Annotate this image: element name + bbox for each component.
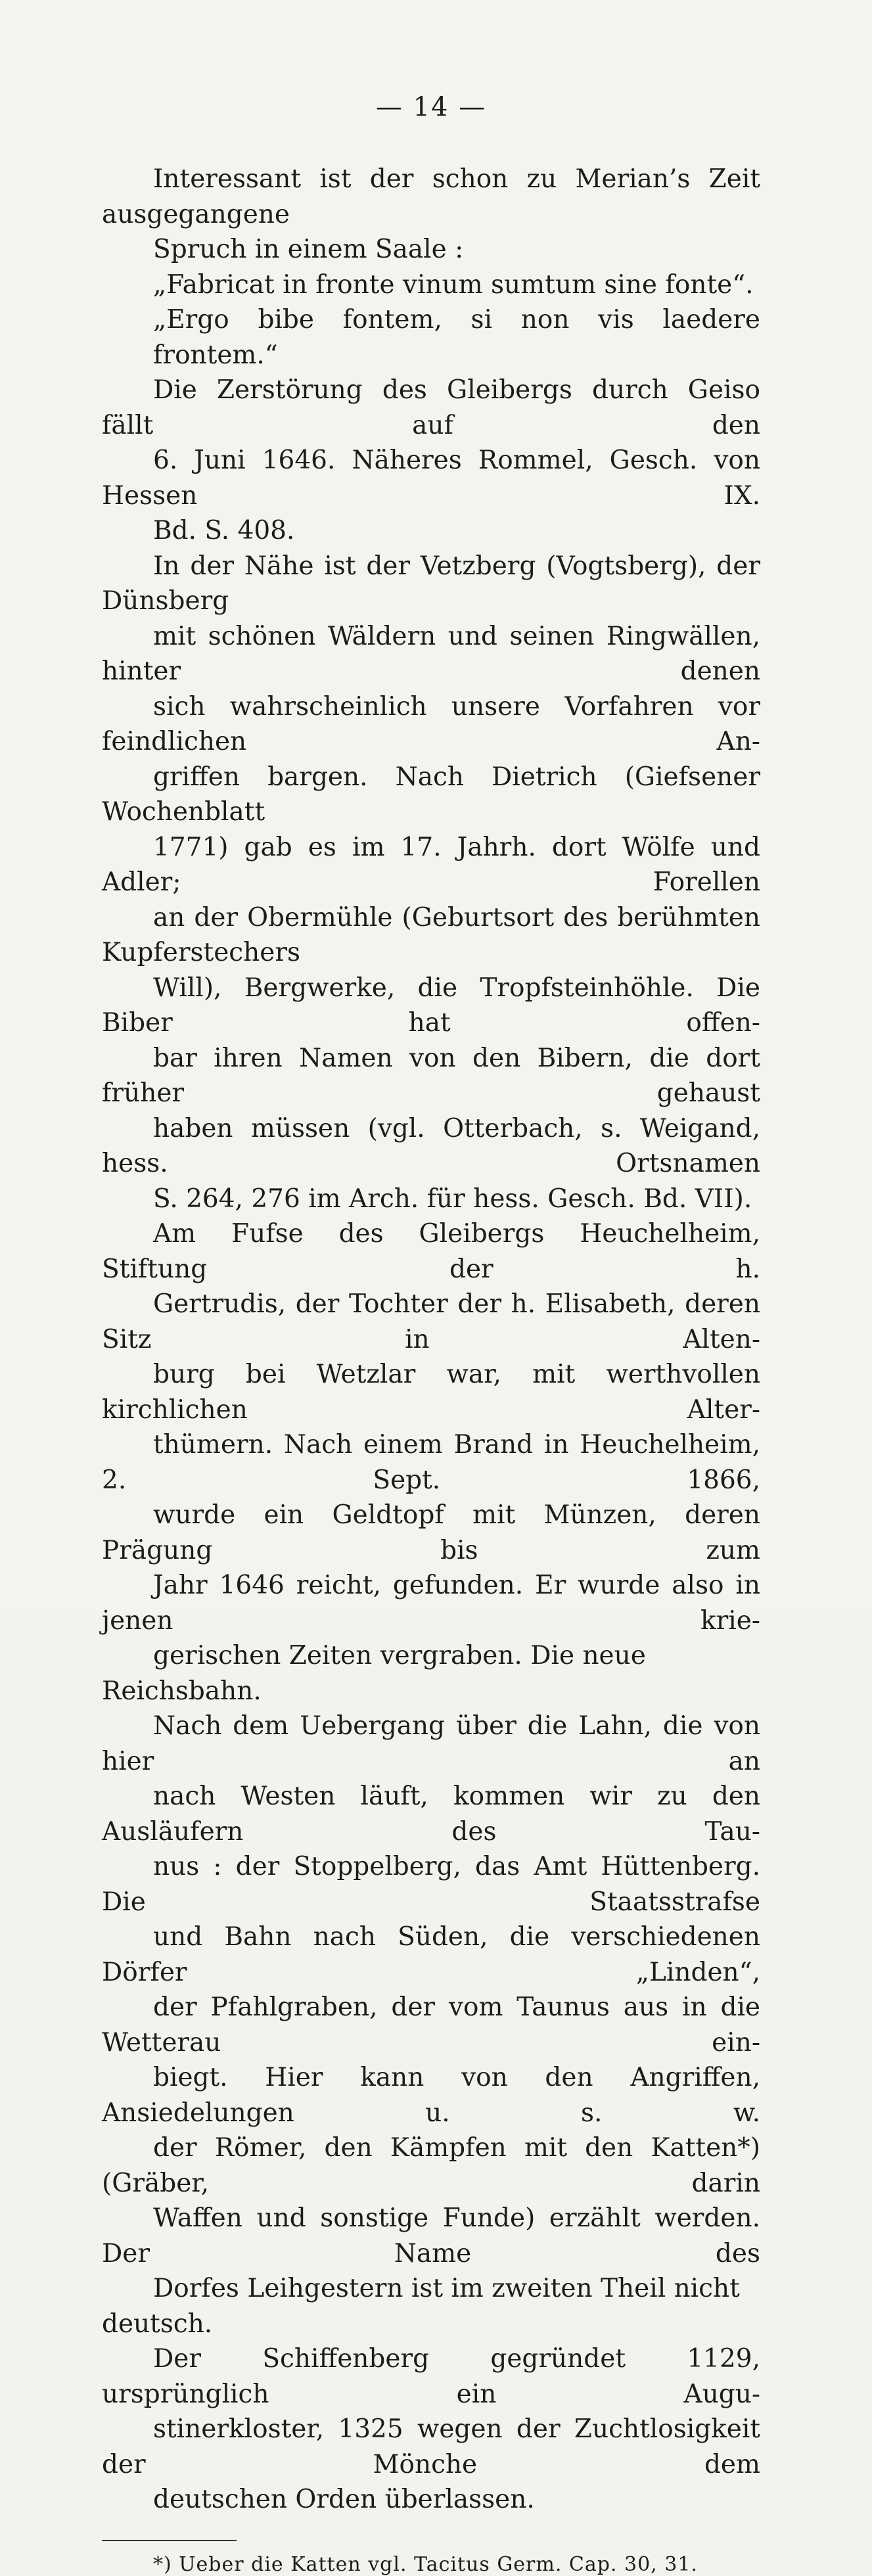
paragraph: [102, 549, 760, 1217]
quote-block: [102, 267, 760, 373]
text-line: haben müssen (vgl. Otterbach, s. Weigand, hess. Ortsnamen: [102, 1113, 760, 1178]
text-line: deutschen Orden überlassen.: [153, 2485, 535, 2514]
text-line: S. 264, 276 im Arch. für hess. Gesch. Bd. VII).: [153, 1184, 752, 1214]
paragraph: [102, 1709, 760, 2341]
paragraph: [102, 2341, 760, 2518]
footnote: *) Ueber die Katten vgl. Tacitus Germ. Cap. 30, 31.: [153, 2552, 698, 2576]
text-line: Am Fufse des Gleibergs Heuchelheim, Stiftung der h.: [102, 1219, 760, 1284]
text-line: und Bahn nach Süden, die verschiedenen Dörfer „Linden“,: [102, 1922, 760, 1987]
text-line: wurde ein Geldtopf mit Münzen, deren Prägung bis zum: [102, 1500, 760, 1565]
text-line: nach Westen läuft, kommen wir zu den Ausläufern des Tau-: [102, 1782, 760, 1847]
text-line: bar ihren Namen von den Bibern, die dort früher gehaust: [102, 1043, 760, 1108]
text-line: Spruch in einem Saale :: [153, 235, 464, 264]
text-line: Gertrudis, der Tochter der h. Elisabeth, deren Sitz in Alten-: [102, 1289, 760, 1354]
text-line: Nach dem Uebergang über die Lahn, die von hier an: [102, 1711, 760, 1776]
text-line: der Römer, den Kämpfen mit den Katten*) (Gräber, darin: [102, 2133, 760, 2198]
text-line: nus : der Stoppelberg, das Amt Hüttenberg. Die Staatsstrafse: [102, 1852, 760, 1917]
page-number: — 14 —: [375, 92, 487, 122]
quote-line: „Ergo bibe fontem, si non vis laedere frontem.“: [153, 305, 760, 370]
text-line: Der Schiffenberg gegründet 1129, ursprünglich ein Augu-: [102, 2344, 760, 2409]
text-line: gerischen Zeiten vergraben. Die neue Reichsbahn.: [102, 1641, 646, 1706]
text-line: griffen bargen. Nach Dietrich (Giefsener Wochenblatt: [102, 762, 760, 827]
text-line: Interessant ist der schon zu Merian’s Zeit ausgegangene: [102, 164, 760, 229]
text-line: 6. Juni 1646. Näheres Rommel, Gesch. von Hessen IX.: [102, 446, 760, 511]
text-line: biegt. Hier kann von den Angriffen, Ansiedelungen u. s. w.: [102, 2063, 760, 2128]
text-line: Will), Bergwerke, die Tropfsteinhöhle. Die Biber hat offen-: [102, 973, 760, 1038]
text-line: Jahr 1646 reicht, gefunden. Er wurde also in jenen krie-: [102, 1571, 760, 1636]
text-line: In der Nähe ist der Vetzberg (Vogtsberg), der Dünsberg: [102, 551, 760, 616]
footnote-rule: [102, 2540, 237, 2541]
text-line: Bd. S. 408.: [153, 516, 295, 545]
text-line: der Pfahlgraben, der vom Taunus aus in die Wetterau ein-: [102, 1992, 760, 2058]
text-line: an der Obermühle (Geburtsort des berühmten Kupferstechers: [102, 902, 760, 967]
text-line: mit schönen Wäldern und seinen Ringwällen, hinter denen: [102, 621, 760, 686]
text-line: Die Zerstörung des Gleibergs durch Geiso fällt auf den: [102, 375, 760, 440]
text-line: 1771) gab es im 17. Jahrh. dort Wölfe und Adler; Forellen: [102, 832, 760, 897]
text-line: Dorfes Leihgestern ist im zweiten Theil nicht deutsch.: [102, 2274, 740, 2339]
paragraph: [102, 373, 760, 549]
quote-line: „Fabricat in fronte vinum sumtum sine fonte“.: [153, 269, 754, 300]
text-line: thümern. Nach einem Brand in Heuchelheim, 2. Sept. 1866,: [102, 1430, 760, 1495]
body-text: [102, 162, 760, 2518]
text-line: stinerkloster, 1325 wegen der Zuchtlosigkeit der Mönche dem: [102, 2414, 760, 2479]
text-line: sich wahrscheinlich unsere Vorfahren vor feindlichen An-: [102, 691, 760, 756]
paragraph: [102, 1216, 760, 1709]
paragraph: [102, 162, 760, 267]
text-line: Waffen und sonstige Funde) erzählt werden. Der Name des: [102, 2203, 760, 2268]
text-line: burg bei Wetzlar war, mit werthvollen kirchlichen Alter-: [102, 1360, 760, 1425]
